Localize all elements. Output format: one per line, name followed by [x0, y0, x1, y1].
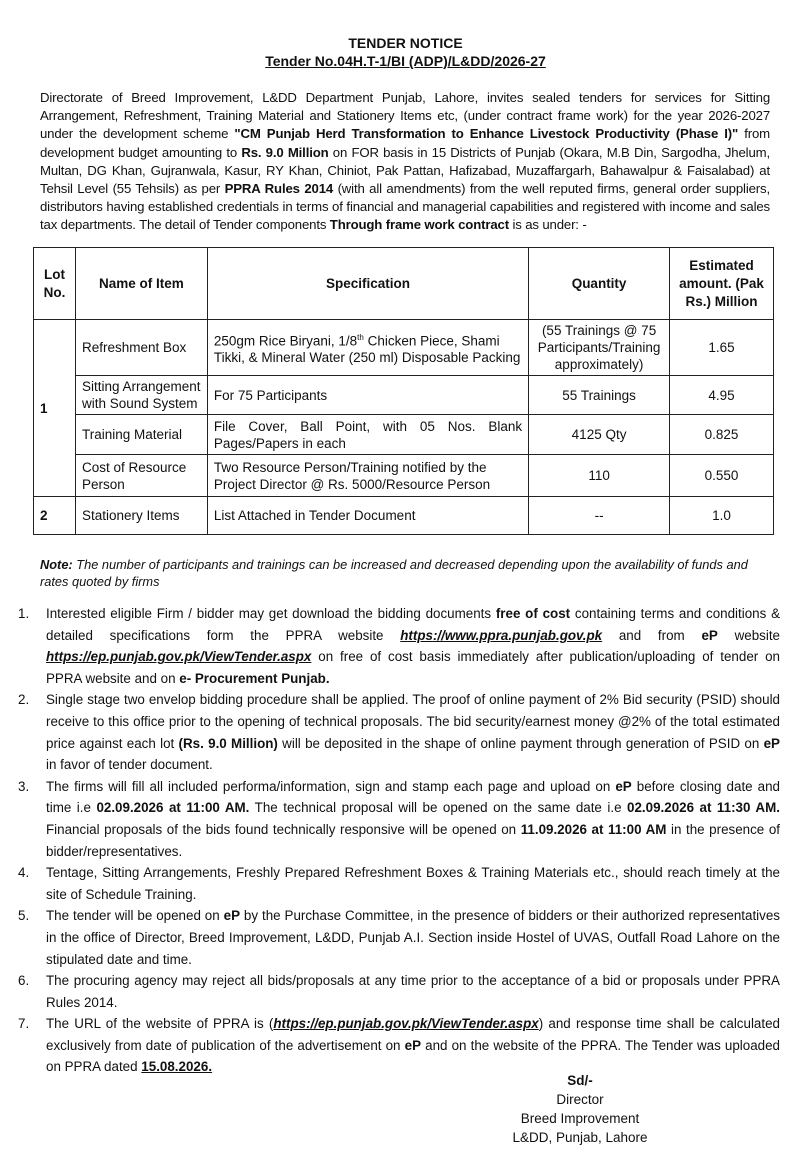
point-text: The procuring agency may reject all bids/proposals at any time prior to the acceptance of a bid or proposals under PPRA Rules 2014.	[46, 973, 780, 1010]
point-text: Financial proposals of the bids found technically responsive will be opened on	[46, 821, 521, 837]
list-number: 4.	[18, 865, 30, 881]
point-text: The URL of the website of PPRA is (	[46, 1016, 274, 1032]
point-bold: eP	[701, 627, 718, 643]
point-text: and from	[602, 627, 702, 643]
item-amount: 1.0	[670, 497, 774, 535]
item-spec: For 75 Participants	[207, 376, 528, 415]
item-name: Cost of Resource Person	[75, 455, 207, 497]
point-text: in favor of tender document.	[46, 757, 213, 773]
point-bold: 11.09.2026 at 11:00 AM	[520, 821, 667, 837]
point-bold: (Rs. 9.0 Million)	[178, 735, 278, 751]
note-label: Note:	[40, 557, 73, 572]
ppra-url-link[interactable]: https://ep.punjab.gov.pk/ViewTender.aspx	[273, 1016, 539, 1032]
list-number: 3.	[18, 778, 30, 794]
table-row	[34, 376, 774, 415]
signatory-department: Breed Improvement	[520, 1111, 640, 1126]
ppra-website-link[interactable]: https://www.ppra.punjab.gov.pk	[400, 627, 603, 643]
terms-list	[18, 603, 780, 1078]
point-text: Interested eligible Firm / bidder may get download the bidding documents	[46, 606, 496, 621]
point-text: before closing date and time i.e	[46, 778, 781, 816]
intro-text: (with all amendments) from the well reputed firms, general order suppliers, distributors having established credentials in terms of financial and managerial capabilities and registered with income and sales tax departments. The detail of Tender components	[40, 181, 770, 233]
item-amount: 1.65	[670, 320, 774, 376]
tender-components-table	[33, 247, 774, 535]
signatory-title: Director	[556, 1092, 604, 1107]
budget-amount: Rs. 9.0 Million	[241, 144, 329, 160]
spec-text: Chicken Piece, Shami Tikki, & Mineral Water (250 ml) Disposable Packing	[213, 333, 521, 366]
point-text: on free of cost basis immediately after publication/uploading of tender on PPRA website and on	[46, 649, 780, 686]
ep-view-tender-link[interactable]: https://ep.punjab.gov.pk/ViewTender.aspx	[46, 649, 312, 665]
item-name: Stationery Items	[75, 497, 207, 535]
list-number: 6.	[18, 973, 30, 989]
item-spec: List Attached in Tender Document	[207, 497, 528, 535]
header-qty: Quantity	[529, 248, 670, 320]
list-item	[18, 1013, 780, 1078]
item-spec: Two Resource Person/Training notified by the Project Director @ Rs. 5000/Resource Person	[207, 455, 528, 497]
item-qty: 110	[529, 455, 670, 497]
item-qty: (55 Trainings @ 75 Participants/Training approximately)	[529, 320, 670, 376]
notice-title: TENDER NOTICE	[348, 35, 463, 51]
point-text: ) and response time shall be calculated exclusively from date of publication of the advertisement on	[46, 1016, 780, 1053]
intro-text: from development budget amounting to	[40, 126, 770, 160]
list-item	[18, 905, 780, 970]
item-amount: 0.550	[670, 455, 774, 497]
list-item	[18, 776, 780, 862]
point-bold: 02.09.2026 at 11:00 AM.	[96, 800, 250, 816]
list-number: 7.	[18, 1016, 30, 1032]
list-number: 1.	[18, 606, 30, 621]
list-number: 5.	[18, 908, 30, 924]
tender-number: Tender No.04H.T-1/BI (ADP)/L&DD/2026-27	[265, 53, 546, 69]
point-text: in the presence of bidder/representatives.	[46, 821, 780, 859]
item-qty: 55 Trainings	[529, 376, 670, 415]
item-spec	[207, 320, 528, 376]
point-bold: eP	[223, 908, 241, 924]
point-bold: free of cost	[495, 606, 571, 621]
intro-text: is as under: -	[508, 217, 587, 233]
item-name: Training Material	[75, 415, 207, 455]
table-row	[34, 455, 774, 497]
item-spec: File Cover, Ball Point, with 05 Nos. Blank Pages/Papers in each	[207, 415, 528, 455]
point-text: website	[717, 627, 780, 643]
contract-type: Through frame work contract	[329, 217, 509, 233]
lot-number: 2	[34, 497, 76, 535]
point-text: Tentage, Sitting Arrangements, Freshly Prepared Refreshment Boxes & Training Materials etc., should reach timely at the site of Schedule Training.	[46, 865, 780, 902]
header-item: Name of Item	[75, 248, 207, 320]
signatory-office: L&DD, Punjab, Lahore	[512, 1130, 648, 1145]
signature-block	[480, 1071, 680, 1147]
point-text: will be deposited in the shape of online payment through generation of PSID on	[277, 735, 764, 751]
lot-number: 1	[34, 320, 76, 497]
list-item	[18, 603, 780, 689]
list-item	[18, 970, 780, 1013]
item-name: Refreshment Box	[75, 320, 207, 376]
point-bold: eP	[404, 1037, 422, 1053]
spec-text: 250gm Rice Biryani, 1/8	[213, 333, 358, 349]
point-text: The tender will be opened on	[46, 908, 224, 924]
upload-date: 15.08.2026.	[141, 1059, 213, 1075]
scheme-name: "CM Punjab Herd Transformation to Enhance Livestock Productivity (Phase I)"	[234, 126, 739, 142]
table-row	[34, 415, 774, 455]
table-row	[34, 320, 774, 376]
table-header-row	[34, 248, 774, 320]
signature-mark: Sd/-	[567, 1073, 593, 1088]
point-bold: 02.09.2026 at 11:30 AM.	[627, 800, 780, 816]
rules-name: PPRA Rules 2014	[224, 181, 334, 197]
table-row	[34, 497, 774, 535]
point-bold: eP	[763, 735, 780, 751]
point-bold: e- Procurement Punjab.	[179, 670, 330, 686]
point-text: and on the website of the PPRA. The Tender was uploaded on PPRA dated	[46, 1037, 780, 1075]
note-text: The number of participants and trainings can be increased and decreased depending upon the availability of funds and rates quoted by firms	[40, 557, 748, 589]
list-item	[18, 689, 780, 775]
item-amount: 4.95	[670, 376, 774, 415]
point-text: by the Purchase Committee, in the presence of bidders or their authorized representatives in the office of Director, Breed Improvement, L&DD, Punjab A.I. Section inside Hostel of UVAS, Outfall Road Lahore on the stipulated date and time.	[46, 908, 780, 967]
intro-paragraph	[40, 89, 770, 235]
header-spec: Specification	[207, 248, 528, 320]
list-number: 2.	[18, 692, 30, 708]
point-bold: eP	[615, 778, 632, 794]
point-text: The firms will fill all included performa/information, sign and stamp each page and upload on	[46, 778, 616, 794]
spec-superscript: th	[357, 332, 364, 342]
item-amount: 0.825	[670, 415, 774, 455]
header-amount: Estimated amount. (Pak Rs.) Million	[670, 248, 774, 320]
point-text: containing terms and conditions & detailed specifications form the PPRA website	[46, 606, 780, 643]
item-qty: 4125 Qty	[529, 415, 670, 455]
intro-text: on FOR basis in 15 Districts of Punjab (Okara, M.B Din, Sargodha, Jhelum, Multan, DG Khan, Gujranwala, Kasur, RY Khan, Chiniot, Pak Pattan, Hafizabad, Muzaffargarh, Bahawalpur & Faisalabad) at Tehsil Level (55 Tehsils) as per	[40, 144, 770, 197]
point-text: The technical proposal will be opened on the same date i.e	[249, 800, 628, 816]
item-qty: --	[529, 497, 670, 535]
table-note	[40, 556, 778, 590]
item-name: Sitting Arrangement with Sound System	[75, 376, 207, 415]
list-item	[18, 862, 780, 905]
point-text: Single stage two envelop bidding procedure shall be applied. The proof of online payment of 2% Bid security (PSID) should receive to this office prior to the opening of technical proposals. The bid security/earnest money @2% of the total estimated price against each lot	[46, 692, 780, 751]
header-lot: Lot No.	[34, 248, 76, 320]
intro-text: Directorate of Breed Improvement, L&DD Department Punjab, Lahore, invites sealed tenders for services for Sitting Arrangement, Refreshment, Training Material and Stationery Items etc, (under contract frame work) for the year 2026-2027 under the development scheme	[40, 90, 770, 142]
